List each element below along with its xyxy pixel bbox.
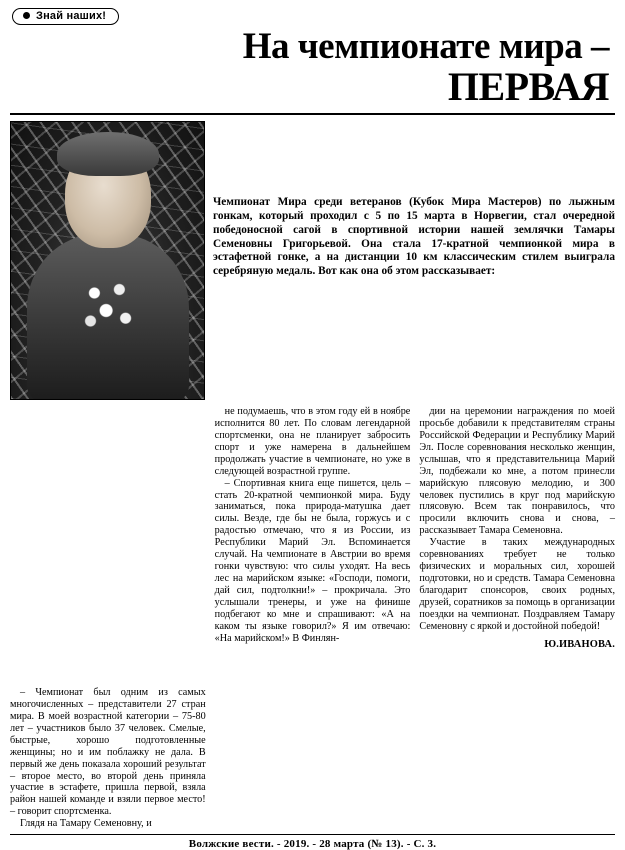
paragraph: Участие в таких международных соревнованиях требует не только физических и моральных сил, хорошей подготовки, но и средств. Тамара Семеновна благодарит спонсоров, своих родных, друзей, соратников за помощь в организации поездки на чемпионат. Поздравляем Тамару Семеновну с яркой и достойной победой! (419, 537, 616, 632)
column-right (419, 406, 615, 830)
column-left (10, 406, 206, 830)
photo-medals (71, 272, 149, 342)
page-title (10, 25, 609, 109)
column-left-spacer (10, 406, 206, 687)
paragraph: не подумаешь, что в этом году ей в ноябре исполнится 80 лет. По словам легендарной спортсменки, она не планирует забросить спорт и уже намерена в дальнейшем продолжать участие в чемпионате, но уже в следующей возрастной группе. (214, 405, 411, 477)
paragraph: Глядя на Тамару Семеновну, и (20, 818, 152, 830)
footer-divider (10, 834, 615, 835)
article-photo (10, 121, 205, 400)
rubric-label: Знай наших! (36, 9, 107, 22)
lead-column (213, 121, 615, 400)
author-signature: Ю.ИВАНОВА. (544, 638, 616, 650)
lead-paragraph: Чемпионат Мира среди ветеранов (Кубок Мира Мастеров) по лыжным гонкам, который проходил с 5 по 15 марта в Норвегии, стал очередной победоносной сагой в спортивной истории нашей землячки Тамары Семеновны Григорьевой. Она стала 17-кратной чемпионкой мира в эстафетной гонке, а на дистанции 10 км классическим стилем выиграла серебряную медаль. Вот как она об этом рассказывает: (213, 196, 615, 278)
source-citation: Волжские вести. - 2019. - 28 марта (№ 13). - С. 3. (188, 838, 437, 850)
bullet-dot-icon (23, 12, 30, 19)
paragraph: – Чемпионат был одним из самых многочисленных – представители 27 стран мира. В моей возрастной категории – 75-80 лет – участников было 37 человек. Смелые, быстрые, хорошо подготовленные женщины; но и им поблажку не дала. В первый же день показала хороший результат – второе место, во второй день приняла участие в эстафете, пришла первой, взяла район нашей команде и взяли первое место! – говорит спортсменка. (10, 686, 206, 818)
headline-divider (10, 113, 615, 115)
paragraph: – Спортивная книга еще пишется, цель – стать 20-кратной чемпионкой мира. Буду заниматься, пока природа-матушка дает силы. Везде, где бы не была, горжусь и с радостью отмечаю, что я из России, из Республики Марий Эл. Вспоминается случай. На чемпионате в Австрии во время гонки чувствую: что силы уходят. На весь лес на марийском языке: «Господи, помоги, дай сил, подтолкни!» – прокричала. Это услышали тренеры, и уже на финише подбегают ко мне и спрашивают: «А на каком ты языке говорил?» Я им отвечаю: «На марийском!» В Финлян- (214, 477, 411, 644)
article-top-block (10, 121, 615, 400)
rubric-badge (12, 8, 119, 25)
article-columns (10, 406, 615, 830)
paragraph: дии на церемонии награждения по моей просьбе добавили к представителям страны Российской Федерации и Республику Марий Эл. После соревнования несколько женщин, услышав, что я представительница Марий Эл, подбежали ко мне, а потом принесли марийскую плясовую мелодию, и 300 человек пустились в круг под марийскую плясовую. Всем так понравилось, что просили включить снова и снова, – рассказывает Тамара Семеновна. (419, 405, 616, 537)
headline-line-1: На чемпионате мира – (242, 25, 609, 67)
column-middle (215, 406, 411, 830)
photo-figure-cap (57, 132, 159, 176)
headline-line-2: ПЕРВАЯ (447, 63, 609, 109)
photo-column (10, 121, 203, 400)
